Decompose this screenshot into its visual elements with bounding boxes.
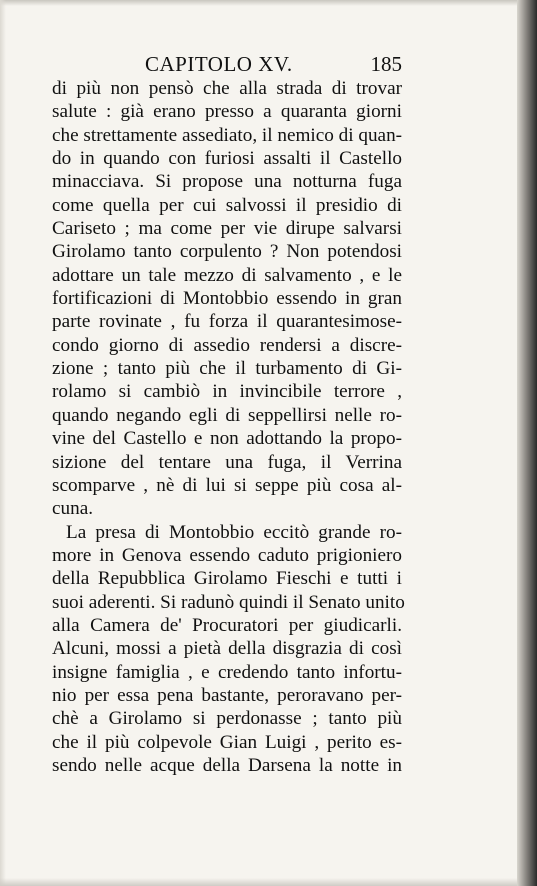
text-line: vine del Castello e non adottando la propo-: [52, 428, 402, 450]
text-line: della Repubblica Girolamo Fieschi e tutti i: [52, 568, 402, 590]
text-line: scomparve , nè di lui si seppe più cosa al-: [52, 474, 402, 496]
text-line: nio per essa pena bastante, peroravano per-: [52, 684, 402, 706]
text-line: do in quando con furiosi assalti il Castello: [52, 148, 402, 170]
body-text: [52, 77, 405, 777]
text-line: sendo nelle acque della Darsena la notte in: [52, 754, 402, 776]
text-line: salute : già erano presso a quaranta giorni: [52, 101, 402, 123]
running-title: CAPITOLO XV.: [145, 52, 293, 76]
text-line: sizione del tentare una fuga, il Verrina: [52, 451, 402, 473]
text-line: parte rovinate , fu forza il quarantesimose-: [52, 311, 402, 333]
page-bottom-shadow: [0, 878, 517, 886]
text-line: more in Genova essendo caduto prigioniero: [52, 544, 402, 566]
text-line: La presa di Montobbio eccitò grande ro-: [66, 521, 402, 543]
text-line: rolamo si cambiò in invincibile terrore ,: [52, 381, 402, 403]
text-line: che strettamente assediato, il nemico di quan-: [52, 124, 403, 146]
text-line: quando negando egli di seppellirsi nelle ro-: [52, 404, 402, 426]
text-line: alla Camera de' Procuratori per giudicarli.: [52, 614, 402, 636]
text-line: adottare un tale mezzo di salvamento , e le: [52, 264, 402, 286]
text-line: cuna.: [52, 498, 94, 520]
text-line: insigne famiglia , e credendo tanto infortu-: [52, 661, 402, 683]
text-line: condo giorno di assedio rendersi a discre-: [52, 334, 402, 356]
book-spine-edge: [517, 0, 537, 886]
text-line: Cariseto ; ma come per vie dirupe salvarsi: [52, 218, 402, 240]
text-line: fortificazioni di Montobbio essendo in gran: [52, 288, 402, 310]
page-number: 185: [370, 52, 402, 76]
text-line: Alcuni, mossi a pietà della disgrazia di così: [52, 638, 402, 660]
text-line: di più non pensò che alla strada di trovar: [52, 78, 402, 99]
text-line: chè a Girolamo si perdonasse ; tanto più: [52, 708, 402, 730]
text-line: come quella per cui salvossi il presidio di: [52, 194, 402, 216]
text-line: minacciava. Si propose una notturna fuga: [52, 171, 402, 193]
page-top-shadow: [0, 0, 517, 6]
text-line: suoi aderenti. Si radunò quindi il Senato unito: [52, 591, 405, 613]
page-left-shadow: [0, 0, 6, 886]
text-line: che il più colpevole Gian Luigi , perito es-: [52, 731, 402, 753]
text-line: zione ; tanto più che il turbamento di Gi-: [52, 358, 402, 380]
text-line: Girolamo tanto corpulento ? Non potendosi: [52, 241, 402, 263]
